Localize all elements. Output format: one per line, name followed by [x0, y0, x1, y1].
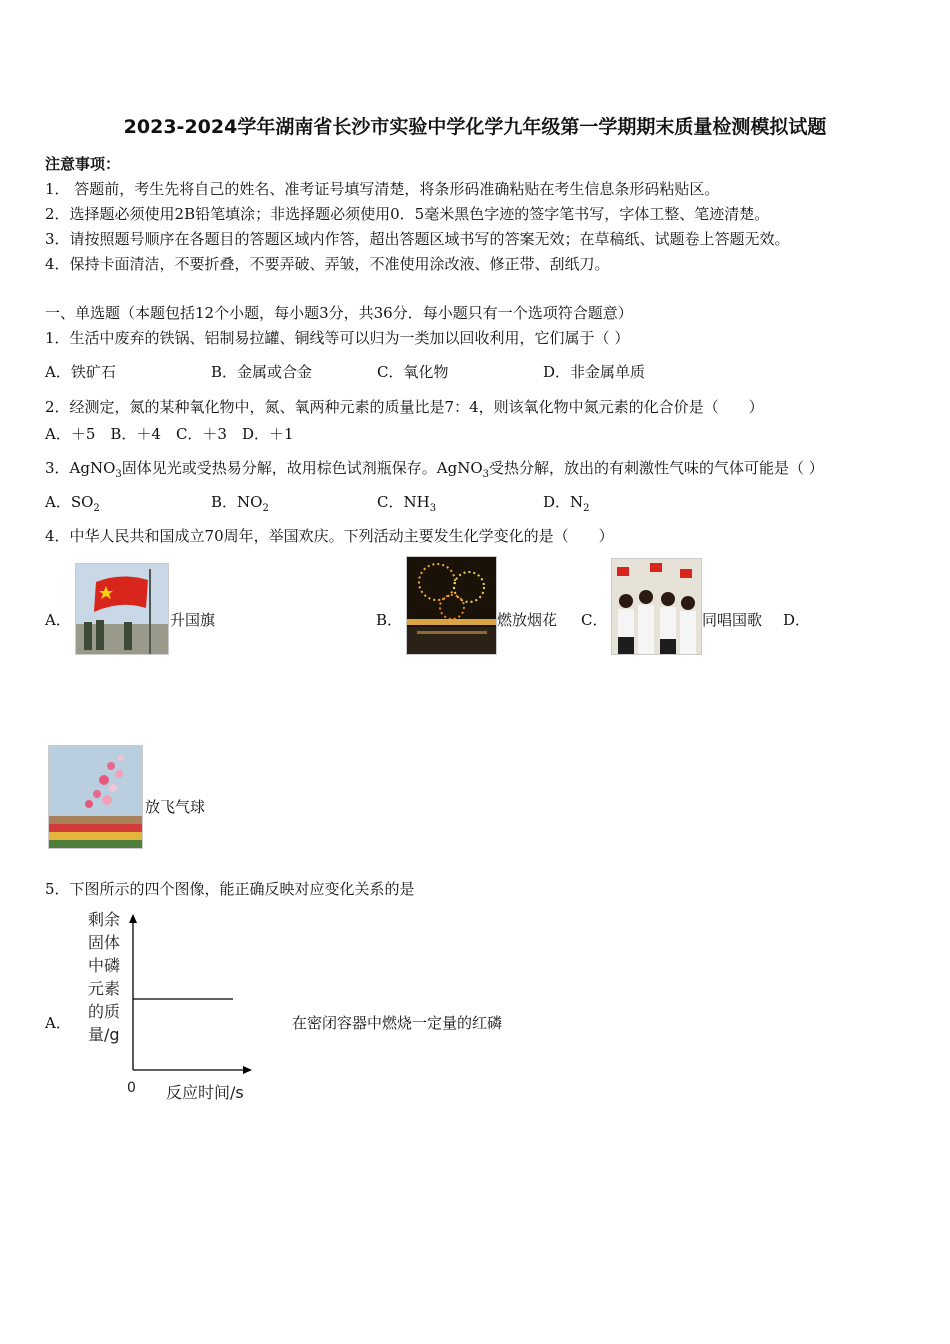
- notice-item: 1． 答题前，考生先将自己的姓名、准考证号填写清楚，将条形码准确粘贴在考生信息条形码粘贴区。: [45, 180, 720, 198]
- q1-option-d: D．非金属单质: [543, 363, 646, 381]
- question-3-stem: 3．AgNO$_3$固体见光或受热易分解，故用棕色试剂瓶保存。AgNO$_3$受热分解，放出的有刺激性气味的气体可能是（ ）: [45, 459, 824, 480]
- section-heading: 一、单选题（本题包括12个小题，每小题3分，共36分．每小题只有一个选项符合题意）: [45, 304, 633, 322]
- notice-item: 3．请按照题号顺序在各题目的答题区域内作答，超出答题区域书写的答案无效；在草稿纸、试题卷上答题无效。: [45, 230, 790, 248]
- q4-option-b-letter: B．: [376, 611, 403, 629]
- q1-option-a: A．铁矿石: [45, 363, 116, 381]
- q1-option-c: C．氧化物: [377, 363, 449, 381]
- q4-option-d-text: 放飞气球: [145, 798, 206, 816]
- q5-graph-a: [120, 912, 260, 1082]
- q2-options: A．＋5 B．＋4 C．＋3 D．＋1: [45, 425, 294, 443]
- x-axis-arrow: [243, 1066, 252, 1074]
- q4-option-b-text: 燃放烟花: [497, 611, 558, 629]
- q5-option-a-letter: A．: [45, 1014, 71, 1032]
- question-2-stem: 2．经测定，氮的某种氧化物中，氮、氧两种元素的质量比是7：4，则该氧化物中氮元素的化合价是（ ）: [45, 398, 764, 416]
- flag-raising-image: [75, 563, 169, 655]
- q3-option-d: D．$N_2$: [543, 493, 590, 514]
- y-axis-arrow: [129, 914, 137, 923]
- question-4-stem: 4．中华人民共和国成立70周年，举国欢庆。下列活动主要发生化学变化的是（ ）: [45, 527, 614, 545]
- question-1-stem: 1．生活中废弃的铁锅、铝制易拉罐、铜线等可以归为一类加以回收利用，它们属于（ ）: [45, 329, 630, 347]
- fireworks-image: [406, 556, 497, 655]
- q4-option-c-letter: C．: [581, 611, 608, 629]
- notice-item: 4．保持卡面清洁，不要折叠，不要弄破、弄皱，不准使用涂改液、修正带、刮纸刀。: [45, 255, 610, 273]
- q3-option-b: B．$NO_2$: [211, 493, 269, 514]
- graph-y-axis-label: 剩余 固体 中磷 元素 的质 量/g: [88, 910, 121, 1044]
- q4-option-a-text: 升国旗: [170, 611, 216, 629]
- graph-x-axis-label: 反应时间/s: [166, 1083, 244, 1102]
- graph-origin-label: 0: [127, 1080, 136, 1096]
- singing-anthem-image: [611, 558, 702, 655]
- page-title: 2023-2024学年湖南省长沙市实验中学化学九年级第一学期期末质量检测模拟试题: [123, 116, 827, 138]
- q1-option-b: B．金属或合金: [211, 363, 313, 381]
- q4-option-c-text: 同唱国歌: [702, 611, 763, 629]
- q3-option-a: A．$SO_2$: [45, 493, 100, 514]
- balloons-image: [48, 745, 143, 849]
- question-5-stem: 5．下图所示的四个图像，能正确反映对应变化关系的是: [45, 880, 415, 898]
- q5-option-a-text: 在密闭容器中燃烧一定量的红磷: [292, 1014, 503, 1032]
- q3-option-c: C．$NH_3$: [377, 493, 437, 514]
- notice-item: 2．选择题必须使用2B铅笔填涂；非选择题必须使用0．5毫米黑色字迹的签字笔书写，字体工整、笔迹清楚。: [45, 205, 770, 223]
- notice-heading: 注意事项：: [45, 155, 121, 173]
- q4-option-d-letter: D．: [783, 611, 811, 629]
- q4-option-a-letter: A．: [45, 611, 71, 629]
